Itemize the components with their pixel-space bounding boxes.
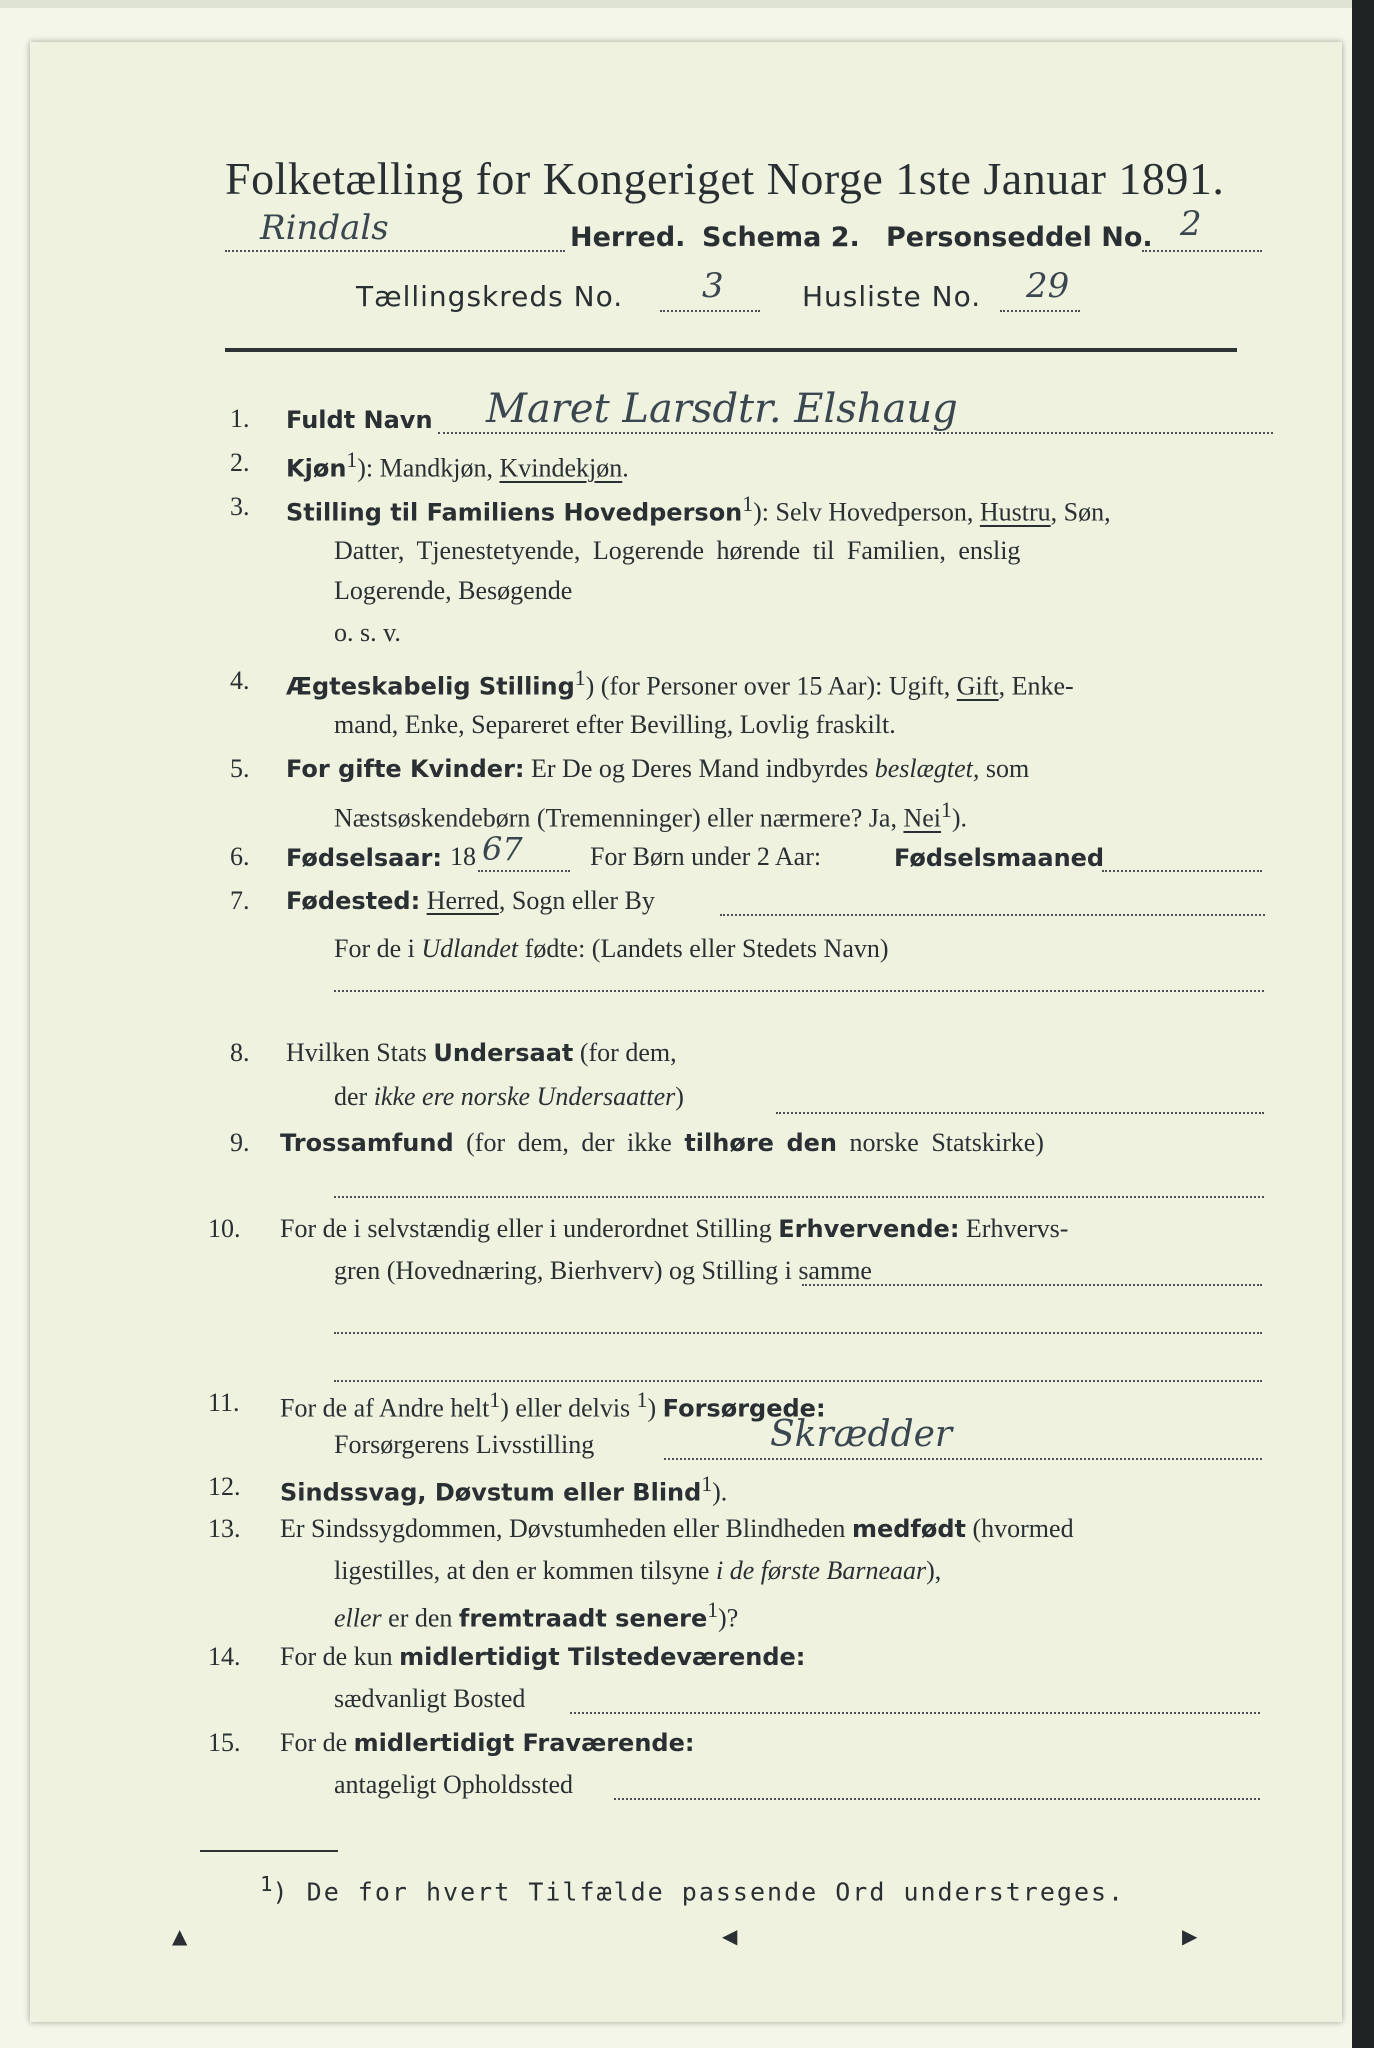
q5-footnote-mark: 1 <box>941 798 952 822</box>
q13-line1-c: (hvormed <box>965 1514 1074 1543</box>
q7-line2 <box>334 934 889 964</box>
q7-options: , Sogn eller By <box>498 886 655 915</box>
q5-question-italic: beslægtet, <box>874 754 980 783</box>
q13-line2 <box>334 1556 941 1586</box>
q4-line1 <box>286 666 1074 702</box>
q13-line1-a: Er Sindssygdommen, Døvstumheden eller Blindheden <box>280 1514 852 1543</box>
header-rule <box>225 348 1237 352</box>
husliste-dotline <box>1000 310 1080 312</box>
q8-line1-c: (for dem, <box>573 1038 677 1067</box>
personseddel-dotline <box>1142 250 1262 252</box>
q5-tail: ). <box>951 803 967 833</box>
q9-line1 <box>280 1128 1044 1158</box>
q11-line1-c: ) <box>647 1393 663 1423</box>
q11-number: 11. <box>208 1388 240 1417</box>
q8-line1-a: Hvilken Stats <box>286 1038 434 1067</box>
footnote-rule <box>200 1850 338 1852</box>
herred-label: Herred. <box>570 222 686 253</box>
q6-year-value: 67 <box>482 830 523 868</box>
q15-dotline <box>614 1798 1260 1800</box>
q14-number: 14. <box>208 1642 241 1671</box>
q11-line1-b: ) eller delvis <box>500 1393 637 1423</box>
q11-line1 <box>280 1388 826 1424</box>
q13-line3-italic: eller <box>334 1603 382 1633</box>
q6-label: Fødselsaar: <box>286 844 442 872</box>
q13-line3-bold: fremtraadt senere <box>458 1604 708 1633</box>
q9-text: (for dem, der ikke <box>453 1128 685 1157</box>
q12-number: 12. <box>208 1472 241 1501</box>
q2-number: 2. <box>230 448 250 477</box>
q3-footnote-mark: 1 <box>742 492 754 516</box>
q2-options: ): Mandkjøn, <box>357 453 500 483</box>
registration-mark-left-icon: ▲ <box>172 1924 188 1948</box>
q10-line2: gren (Hovednæring, Bierhverv) og Stilling i samme <box>334 1256 872 1285</box>
q13-number: 13. <box>208 1514 241 1543</box>
q7-dotline2 <box>334 990 1264 992</box>
q15-line2: antageligt Opholdssted <box>334 1770 574 1799</box>
q13-line3-b: er den <box>381 1603 459 1633</box>
q14-line1 <box>280 1642 805 1672</box>
q12-footnote-mark: 1 <box>701 1472 713 1496</box>
q10-line1 <box>280 1214 1068 1244</box>
husliste-value: 29 <box>1026 266 1070 306</box>
q5-line2 <box>334 798 967 834</box>
q13-line2-b: ), <box>926 1556 942 1585</box>
schema-label: Schema 2. <box>702 222 860 253</box>
q14-dotline <box>570 1712 1260 1714</box>
q14-label: midlertidigt Tilstedeværende: <box>399 1643 806 1671</box>
q1-dotline <box>438 432 1273 434</box>
q9-dotline <box>334 1196 1264 1198</box>
q3-options-b: , Søn, <box>1050 497 1111 527</box>
q13-line1 <box>280 1514 1074 1544</box>
q7-line2-italic: Udlandet <box>421 934 519 963</box>
q8-dotline <box>776 1112 1264 1114</box>
q11-line1-a: For de af Andre helt <box>280 1393 490 1423</box>
q2-text <box>286 448 629 484</box>
q13-line3 <box>334 1598 738 1634</box>
q3-label: Stilling til Familiens Hovedperson <box>286 498 743 527</box>
q6-year-dotline <box>478 870 570 872</box>
footnote-text: ) De for hvert Tilfælde passende Ord understreges. <box>272 1877 1126 1907</box>
q3-number: 3. <box>230 492 250 521</box>
q3-line1 <box>286 492 1111 528</box>
q8-line2-italic: ikke ere norske Undersaatter <box>373 1082 676 1111</box>
q4-underlined-choice: Gift <box>956 671 999 701</box>
q13-line2-a: ligestilles, at den er kommen tilsyne <box>334 1556 716 1585</box>
q3-line3: Logerende, Besøgende <box>334 576 573 605</box>
q10-dotline3 <box>334 1380 1262 1382</box>
q11-footnote-mark-b: 1 <box>636 1388 648 1412</box>
kreds-value: 3 <box>702 266 724 306</box>
q11-answer: Skrædder <box>770 1414 953 1455</box>
registration-mark-center-icon: ◀ <box>722 1924 738 1948</box>
q14-line2: sædvanligt Bosted <box>334 1684 526 1713</box>
q2-tail: . <box>622 453 629 483</box>
q8-line2 <box>334 1082 684 1112</box>
q6-text: For Børn under 2 Aar: <box>590 842 822 871</box>
q3-line4: o. s. v. <box>334 618 401 647</box>
kreds-label: Tællingskreds No. <box>356 280 624 313</box>
q4-line2: mand, Enke, Separeret efter Bevilling, Lovlig fraskilt. <box>334 710 896 739</box>
q6-year-prefix: 18 <box>450 842 476 871</box>
q4-options-b: , Enke- <box>998 671 1074 701</box>
q9-bold-a: tilhøre <box>684 1129 774 1157</box>
registration-mark-right-icon: ▶ <box>1182 1924 1198 1948</box>
q9-label: Trossamfund <box>280 1129 454 1157</box>
q8-line1 <box>286 1038 677 1068</box>
husliste-label: Husliste No. <box>802 280 982 313</box>
q14-line1-a: For de kun <box>280 1642 400 1671</box>
kreds-dotline <box>660 310 760 312</box>
q11-footnote-mark-a: 1 <box>489 1388 501 1412</box>
q12-tail: ). <box>712 1477 728 1507</box>
q7-line2-b: fødte: (Landets eller Stedets Navn) <box>518 934 889 963</box>
q4-label: Ægteskabelig Stilling <box>286 672 575 701</box>
q3-underlined-choice: Hustru <box>979 497 1051 527</box>
q5-label: For gifte Kvinder: <box>286 755 525 783</box>
q8-line2-b: ) <box>675 1082 684 1111</box>
q15-line1-a: For de <box>280 1728 354 1757</box>
q6-number: 6. <box>230 842 250 871</box>
q4-footnote-mark: 1 <box>574 666 586 690</box>
q15-label: midlertidigt Fraværende: <box>353 1729 695 1757</box>
q4-options-a: ) (for Personer over 15 Aar): Ugift, <box>585 671 957 701</box>
footnote-mark: 1 <box>260 1872 273 1896</box>
q5-number: 5. <box>230 754 250 783</box>
q5-line1 <box>286 754 1029 784</box>
q6-dotline <box>1102 870 1262 872</box>
scan-dark-edge <box>1352 0 1374 2048</box>
q9-number: 9. <box>230 1128 250 1157</box>
q7-line1 <box>286 886 655 916</box>
q1-number: 1. <box>230 404 250 433</box>
q9-bold-b: den <box>786 1129 837 1157</box>
q1-label: Fuldt Navn <box>286 406 433 434</box>
footnote <box>260 1872 1125 1906</box>
q15-number: 15. <box>208 1728 241 1757</box>
personseddel-value: 2 <box>1180 204 1202 244</box>
q7-line2-a: For de i <box>334 934 422 963</box>
q13-line3-tail: )? <box>718 1603 739 1633</box>
q7-dotline <box>720 914 1265 916</box>
q11-label: Forsørgede: <box>662 1394 826 1423</box>
q3-line2: Datter, Tjenestetyende, Logerende hørende til Familien, enslig <box>334 536 1021 565</box>
q9-tail: norske Statskirke) <box>837 1128 1044 1157</box>
q11-dotline <box>664 1458 1262 1460</box>
q12-label: Sindssvag, Døvstum eller Blind <box>280 1478 702 1507</box>
q10-line1-c: Erhvervs- <box>959 1214 1069 1243</box>
scan-top-edge <box>0 0 1374 8</box>
q13-bold: medfødt <box>851 1515 966 1543</box>
q10-number: 10. <box>208 1214 241 1243</box>
census-form-page <box>30 42 1342 2022</box>
q2-underlined-choice: Kvindekjøn <box>499 453 623 483</box>
q10-label: Erhvervende: <box>778 1215 960 1243</box>
personseddel-label: Personseddel No. <box>886 222 1153 253</box>
form-title: Folketælling for Kongeriget Norge 1ste Januar 1891. <box>225 153 1225 204</box>
q15-line1 <box>280 1728 694 1758</box>
q13-footnote-mark: 1 <box>707 1598 719 1622</box>
q13-line2-italic: i de første Barneaar <box>715 1556 927 1585</box>
q11-line2: Forsørgerens Livsstilling <box>334 1430 595 1459</box>
q7-label: Fødested: <box>286 887 421 915</box>
q6-label2: Fødselsmaaned <box>894 844 1105 872</box>
herred-value: Rindals <box>260 208 389 248</box>
q12-line1 <box>280 1472 727 1508</box>
q2-footnote-mark: 1 <box>346 448 358 472</box>
q3-options-a: ): Selv Hovedperson, <box>753 497 980 527</box>
q5-question-a: Er De og Deres Mand indbyrdes <box>524 754 875 783</box>
q4-number: 4. <box>230 666 250 695</box>
q8-line2-a: der <box>334 1082 374 1111</box>
q7-number: 7. <box>230 886 250 915</box>
q5-question-b: som <box>979 754 1030 783</box>
q1-answer: Maret Larsdtr. Elshaug <box>486 386 958 432</box>
q10-dotline <box>802 1284 1262 1286</box>
q2-label: Kjøn <box>286 454 347 483</box>
q7-underlined-choice: Herred <box>426 886 499 915</box>
q10-dotline2 <box>334 1332 1262 1334</box>
herred-dotline <box>225 250 565 252</box>
q5-options: Næstsøskendebørn (Tremenninger) eller nærmere? Ja, <box>334 803 904 833</box>
q8-number: 8. <box>230 1038 250 1067</box>
q5-underlined-choice: Nei <box>903 803 941 833</box>
q10-line1-a: For de i selvstændig eller i underordnet Stilling <box>280 1214 779 1243</box>
q8-label: Undersaat <box>433 1039 574 1067</box>
